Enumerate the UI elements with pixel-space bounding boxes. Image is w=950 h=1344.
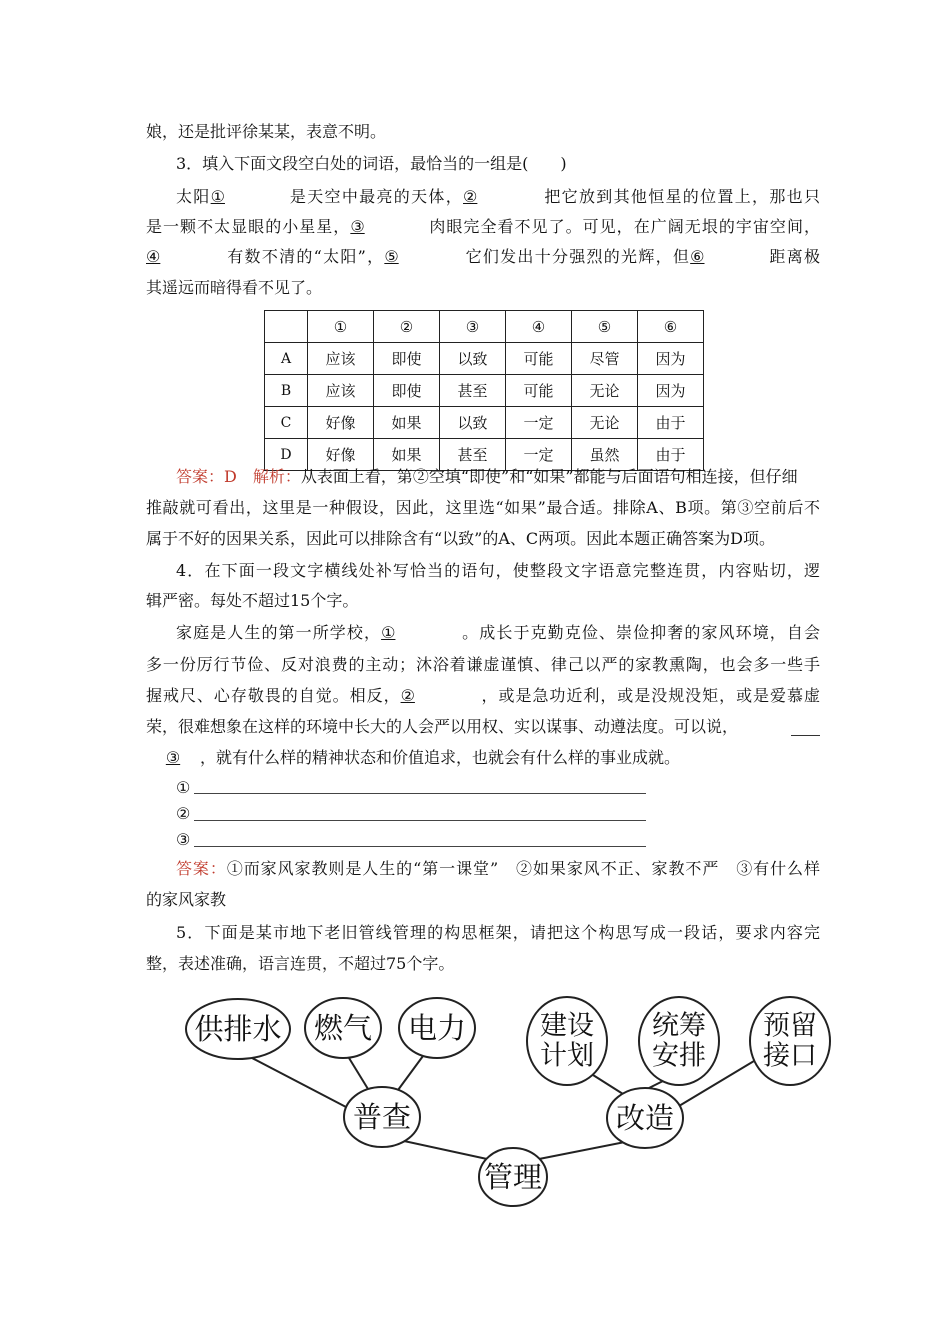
blank-3: ③ bbox=[165, 748, 181, 767]
table-cell: ⑥ bbox=[638, 311, 704, 343]
answer-line-label: ① bbox=[176, 778, 191, 797]
question-5-stem: 整，表述准确，语言连贯，不超过75个字。 bbox=[146, 954, 455, 973]
blank-4: ④ bbox=[146, 247, 161, 266]
table-cell: 即使 bbox=[374, 375, 440, 407]
connector-line bbox=[252, 1058, 346, 1107]
connector-line bbox=[593, 1075, 623, 1094]
question-3-stem: 3．填入下面文段空白处的词语，最恰当的一组是( ) bbox=[176, 154, 567, 173]
answer-4-line: 的家风家教 bbox=[146, 890, 227, 909]
leaf-node-label: 安排 bbox=[652, 1040, 706, 1072]
table-cell: D bbox=[265, 439, 308, 471]
question-3-passage-line: ④ 有数不清的“太阳”，⑤ 它们发出十分强烈的光辉，但⑥ 距离极 bbox=[146, 247, 820, 266]
table-cell: 无论 bbox=[572, 407, 638, 439]
table-cell: 甚至 bbox=[440, 439, 506, 471]
question-5-stem: 5．下面是某市地下老旧管线管理的构思框架，请把这个构思写成一段话，要求内容完 bbox=[176, 923, 820, 942]
leaf-node-label: 统筹 bbox=[652, 1010, 706, 1042]
connector-line bbox=[398, 1056, 423, 1090]
connector-line bbox=[539, 1142, 625, 1159]
answer-3-line: 推敲就可看出，这里是一种假设，因此，这里选“如果”最合适。排除A、B项。第③空前后不 bbox=[146, 498, 820, 517]
table-cell: 可能 bbox=[506, 375, 572, 407]
root-node-label: 管理 bbox=[483, 1160, 543, 1194]
table-cell: ③ bbox=[440, 311, 506, 343]
question-3-passage-line: 太阳① 是天空中最亮的天体，② 把它放到其他恒星的位置上，那也只 bbox=[176, 187, 820, 206]
answer-line-label: ② bbox=[176, 804, 191, 823]
table-cell: 好像 bbox=[308, 407, 374, 439]
blank-6: ⑥ bbox=[690, 247, 705, 266]
question-4-passage-line: 荣，很难想象在这样的环境中长大的人会严以用权、实以谋事、动遵法度。可以说， bbox=[146, 717, 739, 736]
table-cell: 好像 bbox=[308, 439, 374, 471]
blank-2: ② bbox=[463, 187, 478, 206]
question-4-passage-line: ③ ，就有什么样的精神状态和价值追求，也就会有什么样的事业成就。 bbox=[146, 747, 820, 769]
question-4-stem: 4．在下面一段文字横线处补写恰当的语句，使整段文字语意完整连贯，内容贴切，逻 bbox=[176, 561, 820, 580]
question-3-passage-line: 其遥远而暗得看不见了。 bbox=[146, 278, 323, 297]
table-cell: 因为 bbox=[638, 343, 704, 375]
table-cell: ④ bbox=[506, 311, 572, 343]
connector-line bbox=[649, 1081, 663, 1088]
table-cell: B bbox=[265, 375, 308, 407]
answer-3: 答案：D 解析：从表面上看，第②空填“即使”和“如果”都能与后面语句相连接，但仔细 bbox=[176, 467, 798, 486]
question-4-passage-line: 多一份厉行节俭、反对浪费的主动；沐浴着谦虚谨慎、律己以严的家教熏陶，也会多一些手 bbox=[146, 655, 820, 674]
table-cell: 应该 bbox=[308, 375, 374, 407]
leaf-node-label: 计划 bbox=[540, 1040, 594, 1072]
table-cell: 因为 bbox=[638, 375, 704, 407]
answer-3-line: 属于不好的因果关系，因此可以排除含有“以致”的A、C两项。因此本题正确答案为D项。 bbox=[146, 529, 775, 548]
table-cell: 以致 bbox=[440, 343, 506, 375]
table-cell: ② bbox=[374, 311, 440, 343]
table-cell: 甚至 bbox=[440, 375, 506, 407]
blank-5: ⑤ bbox=[384, 247, 399, 266]
leaf-node-label: 建设 bbox=[540, 1010, 594, 1042]
branch-node-label: 改造 bbox=[615, 1101, 675, 1135]
question-4-passage-line: 握戒尺、心存敬畏的自觉。相反，② ，或是急功近利，或是没规没矩，或是爱慕虚 bbox=[146, 686, 820, 705]
question-3-passage-line: 是一颗不太显眼的小星星，③ 肉眼完全看不见了。可见，在广阔无垠的宇宙空间， bbox=[146, 217, 820, 236]
table-cell: C bbox=[265, 407, 308, 439]
leaf-node-label: 预留 bbox=[763, 1010, 817, 1042]
table-cell: 一定 bbox=[506, 407, 572, 439]
connector-line bbox=[404, 1141, 487, 1159]
table-cell: ① bbox=[308, 311, 374, 343]
table-cell: 如果 bbox=[374, 407, 440, 439]
leaf-node-label: 燃气 bbox=[313, 1011, 373, 1045]
table-cell: 无论 bbox=[572, 375, 638, 407]
table-cell: 应该 bbox=[308, 343, 374, 375]
table-cell: 由于 bbox=[638, 439, 704, 471]
table-cell: 可能 bbox=[506, 343, 572, 375]
question-4-passage-line: 家庭是人生的第一所学校，① 。成长于克勤克俭、崇俭抑奢的家风环境，自会 bbox=[176, 623, 820, 642]
question-4-stem: 辑严密。每处不超过15个字。 bbox=[146, 591, 359, 610]
leaf-node-label: 供排水 bbox=[194, 1012, 282, 1046]
text-line: 娘，还是批评徐某某，表意不明。 bbox=[146, 122, 387, 141]
table-cell: ⑤ bbox=[572, 311, 638, 343]
answer-4: 答案：①而家风家教则是人生的“第一课堂” ②如果家风不正、家教不严 ③有什么样 bbox=[176, 859, 820, 878]
branch-node-label: 普查 bbox=[352, 1100, 412, 1134]
answer-label: 答案：D 解析： bbox=[176, 467, 301, 486]
table-cell: 以致 bbox=[440, 407, 506, 439]
blank-2: ② bbox=[400, 686, 415, 705]
blank-1: ① bbox=[210, 187, 225, 206]
blank-3: ③ bbox=[350, 217, 365, 236]
answer-label: 答案： bbox=[176, 859, 227, 878]
table-cell: 即使 bbox=[374, 343, 440, 375]
connector-line bbox=[349, 1058, 368, 1089]
table-cell: 尽管 bbox=[572, 343, 638, 375]
table-cell: A bbox=[265, 343, 308, 375]
leaf-node-label: 接口 bbox=[763, 1040, 817, 1072]
table-cell: 由于 bbox=[638, 407, 704, 439]
leaf-node-label: 电力 bbox=[407, 1011, 467, 1045]
table-cell: 虽然 bbox=[572, 439, 638, 471]
table-cell: 一定 bbox=[506, 439, 572, 471]
answer-line-label: ③ bbox=[176, 830, 191, 849]
blank-1: ① bbox=[381, 623, 396, 642]
table-cell: 如果 bbox=[374, 439, 440, 471]
